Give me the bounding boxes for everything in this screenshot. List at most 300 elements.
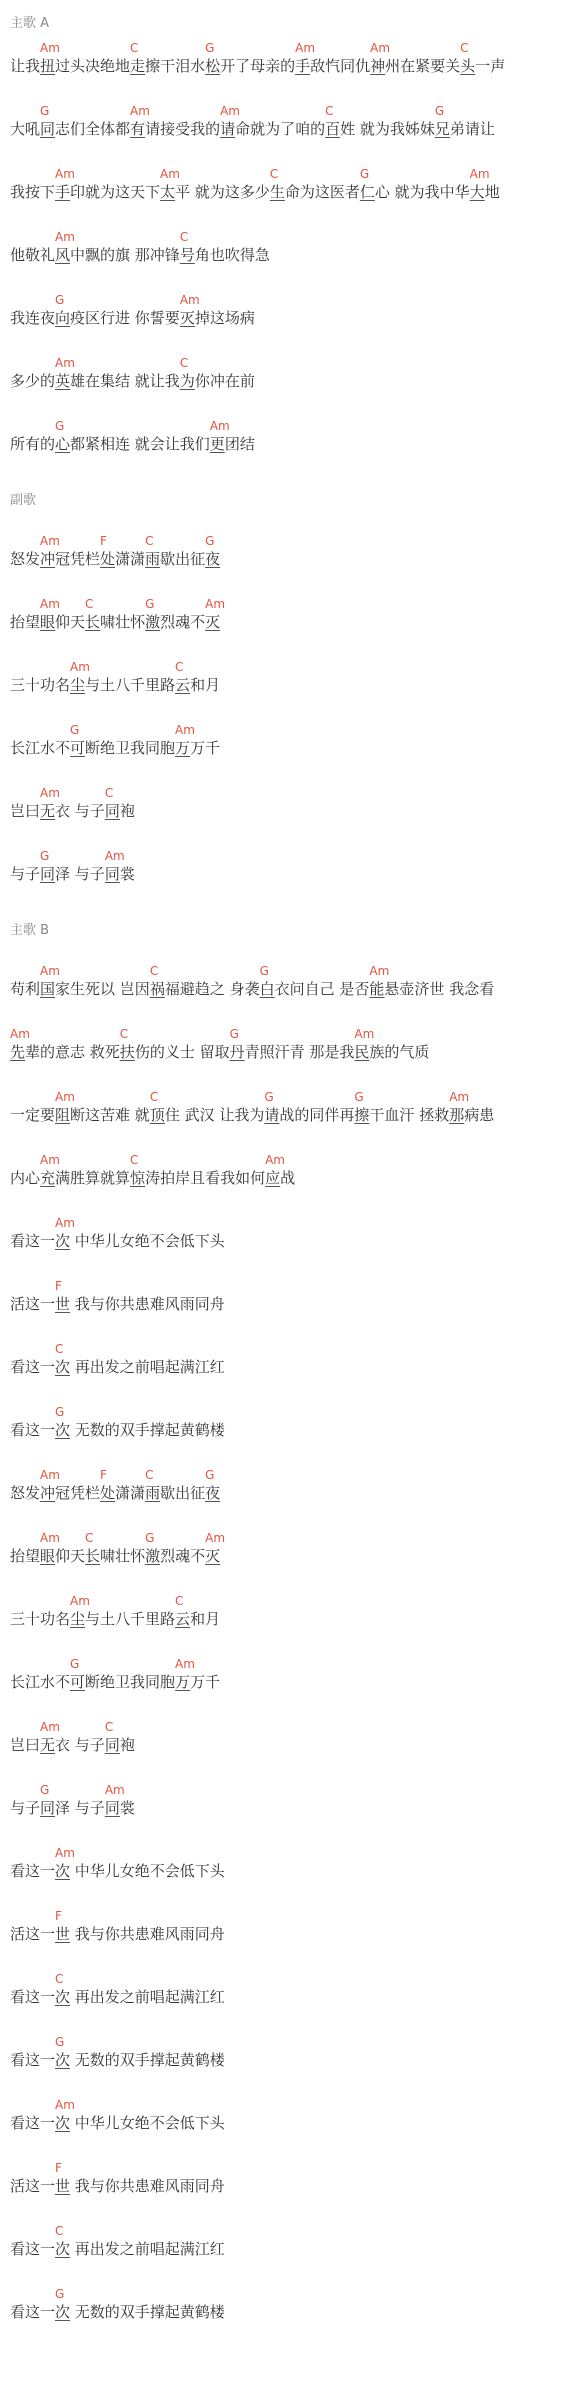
chord-label: Am [55,230,75,244]
lyric-fragment: 断这苦难 就 [70,1106,150,1124]
lyric-fragment: 岂曰 [10,802,41,820]
lyric-fragment: 同 [104,865,120,883]
lyric-segment [195,309,255,327]
lyric-segment [145,120,220,138]
lyric-segment [70,309,180,327]
lyric-fragment: 满胜算就算 [55,1169,131,1187]
lyric-segment [275,980,370,998]
lyric-segment [10,2114,55,2132]
lyric-segment [10,372,55,390]
chord-anchor-syllable [295,41,316,75]
lyric-segment [10,1736,40,1754]
lyric-fragment: 怒发 [10,1484,41,1502]
chord-anchor-syllable [40,1531,60,1565]
lyric-fragment: 我与你共患难风雨同舟 [70,2177,225,2195]
lyric-segment [85,739,175,757]
chord-anchor-syllable [175,1657,195,1691]
chord-anchor-syllable [100,534,116,568]
chord-anchor-syllable [40,1720,60,1754]
lyric-segment [195,246,270,264]
lyric-segment [10,309,55,327]
lyric-segment [245,1043,355,1061]
lyric-text [10,1972,225,2007]
lyric-fragment: 更 [209,435,225,453]
lyric-fragment: 处 [100,550,116,568]
chord-label: G [55,419,65,433]
lyric-segment [55,802,105,820]
lyric-segment [10,739,70,757]
chord-label: Am [55,356,75,370]
chord-label: Am [469,167,490,181]
chord-label: G [55,2035,65,2049]
lyric-fragment: 民 [354,1043,370,1061]
lyric-fragment: 尘 [70,676,86,694]
lyric-fragment: 能 [369,980,385,998]
lyric-fragment: 所有的 [10,435,56,453]
chord-anchor-syllable [265,1153,285,1187]
lyric-segment [100,613,145,631]
lyric-line [10,2288,580,2328]
chord-label: C [145,534,154,548]
lyric-segment [55,1547,85,1565]
lyric-fragment: 次 [55,2240,71,2258]
lyric-fragment: 泽 与子 [55,1799,105,1817]
chord-label: C [460,41,469,55]
chord-anchor-syllable [130,41,146,75]
lyric-fragment: 松 [205,57,221,75]
lyric-text [10,2035,225,2070]
chord-label: Am [209,419,230,433]
lyric-fragment: 战的同伴再 [279,1106,355,1124]
lyric-fragment: 我连夜 [10,309,56,327]
lyric-fragment: 同 [40,120,56,138]
lyric-fragment: 弟请让 [449,120,495,138]
chord-anchor-syllable [104,1783,125,1817]
chord-anchor-syllable [85,1531,101,1565]
lyric-segment [10,980,40,998]
chord-anchor-syllable [104,1720,120,1754]
lyric-segment [190,676,220,694]
lyric-text [10,2287,225,2322]
chord-anchor-syllable [40,1153,60,1187]
lyric-line [10,1343,580,1383]
lyric-line [10,1721,580,1761]
lyric-fragment: 怒发 [10,550,41,568]
lyric-segment [10,120,40,138]
lyric-fragment: 雄在集结 就让我 [70,372,180,390]
lyric-segment [70,2240,225,2258]
lyric-line [10,1595,580,1635]
chord-anchor-syllable [145,1468,161,1502]
lyric-fragment: 头 [460,57,476,75]
lyric-segment [10,1484,40,1502]
lyric-fragment: 州在紧要关 [385,57,461,75]
lyric-fragment: 干血汗 拯救 [369,1106,450,1124]
lyric-segment [10,1232,55,1250]
lyric-segment [120,865,135,883]
lyric-text [10,1657,221,1692]
chord-anchor-syllable [229,1027,245,1061]
lyric-text [10,1279,225,1314]
lyric-fragment: 与子 [10,1799,41,1817]
lyric-segment [165,1106,265,1124]
lyric-segment [10,2303,55,2321]
chord-label: C [179,356,189,370]
lyric-fragment: 袍 [119,802,135,820]
lyric-segment [55,1799,105,1817]
lyric-segment [70,183,160,201]
chord-anchor-syllable [449,1090,470,1124]
chord-anchor-syllable [55,1216,75,1250]
lyric-segment [145,1169,265,1187]
chord-anchor-syllable [460,41,476,75]
lyric-fragment: 冲 [40,550,56,568]
chord-label: Am [369,964,390,978]
lyric-fragment: 可 [70,1673,86,1691]
lyric-segment [195,372,255,390]
lyric-fragment: 袍 [119,1736,135,1754]
lyric-fragment: 请 [220,120,236,138]
lyric-text [10,1468,221,1503]
lyric-fragment: 长江水不 [10,739,71,757]
lyric-text [10,356,255,391]
lyric-fragment: 同 [104,1799,120,1817]
chord-label: Am [10,1027,30,1041]
lyric-fragment: 无数的双手撑起黄鹤楼 [70,1421,225,1439]
lyric-fragment: 断绝卫我同胞 [85,739,176,757]
chord-label: F [100,534,107,548]
lyric-fragment: 烈魂不 [160,613,206,631]
lyric-fragment: 灭 [179,309,195,327]
lyric-fragment: 世 [55,1295,71,1313]
lyric-line [10,294,580,334]
chord-anchor-syllable [325,104,341,138]
lyric-fragment: 中华儿女绝不会低下头 [70,2114,225,2132]
chord-anchor-syllable [40,1468,60,1502]
chord-anchor-syllable [70,1657,86,1691]
lyric-line [10,2036,580,2076]
lyric-fragment: 夜 [205,550,221,568]
lyric-segment [70,2177,225,2195]
section-heading: 副歌 [10,493,37,508]
lyric-segment [10,1799,40,1817]
lyric-fragment: 长江水不 [10,1673,71,1691]
lyric-line [10,1658,580,1698]
chord-anchor-syllable [469,167,490,201]
lyric-fragment: 伤的义士 留取 [134,1043,230,1061]
lyric-segment [10,2177,55,2195]
lyric-segment [25,1043,120,1061]
lyric-segment [10,435,55,453]
lyric-fragment: 激 [145,613,161,631]
lyric-fragment: 英 [55,372,71,390]
lyric-text [10,1783,135,1818]
chord-anchor-syllable [40,849,56,883]
lyric-line [10,2225,580,2265]
chord-label: Am [175,1657,195,1671]
lyric-text [10,1594,221,1629]
chord-label: G [145,1531,155,1545]
lyric-fragment: 灭 [205,613,221,631]
lyric-fragment: 三十功名 [10,1610,71,1628]
lyric-text [10,964,495,999]
chord-label: C [55,1972,64,1986]
lyric-fragment: 扭 [40,57,56,75]
chord-label: G [55,2287,65,2301]
chord-label: Am [179,293,200,307]
lyric-fragment: 三十功名 [10,676,71,694]
chord-anchor-syllable [259,964,275,998]
chord-label: G [359,167,370,181]
lyric-text [10,1090,495,1125]
chord-label: Am [40,1468,60,1482]
lyric-segment [115,1484,145,1502]
chord-label: Am [40,534,60,548]
lyric-line [10,1910,580,1950]
lyric-segment [85,676,175,694]
chord-label: C [130,41,139,55]
lyric-fragment: 活这一 [10,1925,56,1943]
chord-label: G [55,293,65,307]
lyric-fragment: 冠凭栏 [55,1484,101,1502]
chord-label: C [104,1720,114,1734]
lyric-fragment: 再出发之前唱起满江红 [70,1988,225,2006]
chord-anchor-syllable [145,1531,161,1565]
lyric-fragment: 手 [55,183,71,201]
lyric-fragment: 向 [55,309,71,327]
lyric-segment [279,1106,354,1124]
lyric-fragment: 云 [175,676,191,694]
chord-label: Am [160,167,180,181]
lyric-segment [55,980,150,998]
lyric-text [10,1909,225,1944]
lyric-segment [70,1925,225,1943]
chord-label: G [264,1090,274,1104]
chord-anchor-syllable [55,356,75,390]
chord-label: Am [40,964,60,978]
chord-anchor-syllable [369,964,390,998]
lyric-fragment: 可 [70,739,86,757]
lyric-segment [55,1736,105,1754]
lyric-text [10,1342,225,1377]
chord-anchor-syllable [269,167,285,201]
chord-anchor-syllable [55,2287,71,2321]
lyric-fragment: 充 [40,1169,56,1187]
chord-label: Am [40,41,60,55]
lyric-line [10,787,580,827]
lyric-fragment: 你冲在前 [194,372,255,390]
lyric-fragment: 万千 [190,1673,221,1691]
lyric-fragment: 歇出征 [160,1484,206,1502]
chord-label: G [434,104,445,118]
lyric-fragment: 应 [265,1169,281,1187]
lyric-fragment: 都紧相连 就会让我们 [70,435,210,453]
lyric-fragment: 扶 [119,1043,135,1061]
lyric-segment [235,120,325,138]
lyric-segment [70,1988,225,2006]
lyric-fragment: 仰天 [55,613,86,631]
lyric-fragment: 印就为这天下 [70,183,161,201]
lyric-segment [10,1295,55,1313]
chord-label: Am [55,167,75,181]
lyric-fragment: 角也吹得急 [194,246,270,264]
lyric-line [10,1847,580,1887]
lyric-fragment: 中华儿女绝不会低下头 [70,1232,225,1250]
chord-label: C [85,597,94,611]
chord-label: Am [449,1090,470,1104]
lyric-segment [160,613,205,631]
lyric-segment [100,1547,145,1565]
lyric-fragment: 先 [10,1043,26,1061]
section-heading: 主歌 A [10,16,50,31]
lyric-line [10,1217,580,1257]
chord-anchor-syllable [55,1342,71,1376]
lyric-fragment: 云 [175,1610,191,1628]
lyric-fragment: 看这一 [10,2114,56,2132]
lyric-fragment: 冠凭栏 [55,550,101,568]
chord-label: Am [70,660,90,674]
chord-anchor-syllable [55,1909,71,1943]
chord-anchor-syllable [55,2161,71,2195]
lyric-segment [464,1106,494,1124]
lyric-fragment: 大吼 [10,120,41,138]
chord-label: Am [55,2098,75,2112]
lyric-fragment: 歇出征 [160,550,206,568]
lyric-fragment: 青照汗青 那是我 [244,1043,355,1061]
chord-label: C [55,2224,64,2238]
lyric-fragment: 病患 [464,1106,495,1124]
chord-anchor-syllable [70,723,86,757]
lyric-line [10,1406,580,1446]
lyric-fragment: 战 [280,1169,296,1187]
lyric-fragment: 苟利 [10,980,41,998]
lyric-segment [160,550,205,568]
chord-anchor-syllable [370,41,391,75]
chord-anchor-syllable [40,104,56,138]
chord-anchor-syllable [40,786,60,820]
lyric-fragment: 次 [55,1232,71,1250]
lyric-fragment: 那 [449,1106,465,1124]
lyric-fragment: 风 [55,246,71,264]
lyric-fragment: 与土八千里路 [85,1610,176,1628]
lyric-line [10,965,580,1005]
lyric-fragment: 看这一 [10,1358,56,1376]
lyric-fragment: 活这一 [10,1295,56,1313]
lyric-fragment: 家生死以 岂因 [55,980,150,998]
lyric-segment [70,1106,150,1124]
lyric-segment [85,1673,175,1691]
chord-anchor-syllable [100,1468,116,1502]
lyric-segment [55,865,105,883]
lyric-fragment: 请 [264,1106,280,1124]
lyric-fragment: 疫区行进 你誓要 [70,309,180,327]
lyric-segment [384,980,494,998]
lyric-segment [10,1925,55,1943]
lyric-fragment: 生 [269,183,285,201]
lyric-segment [10,865,40,883]
chord-label: Am [55,1846,75,1860]
chord-anchor-syllable [149,964,165,998]
chord-label: Am [40,1720,60,1734]
chord-anchor-syllable [104,786,120,820]
lyric-fragment: 万 [175,739,191,757]
lyric-text [10,104,495,139]
chord-anchor-syllable [55,1279,71,1313]
lyric-fragment: 白 [259,980,275,998]
chord-label: Am [220,104,240,118]
lyric-fragment: 裳 [119,865,135,883]
lyric-fragment: 眼 [40,613,56,631]
lyric-segment [375,183,470,201]
chord-anchor-syllable [55,1846,75,1880]
lyric-segment [70,1358,225,1376]
lyric-segment [55,1484,100,1502]
chord-label: C [85,1531,94,1545]
lyric-fragment: 大 [469,183,485,201]
lyric-fragment: 悬壶济世 我念看 [384,980,495,998]
chord-anchor-syllable [55,1405,71,1439]
chord-anchor-syllable [104,849,125,883]
chord-label: Am [175,723,195,737]
lyric-text [10,1531,226,1566]
lyric-fragment: 处 [100,1484,116,1502]
chord-anchor-syllable [55,2098,75,2132]
chord-anchor-syllable [220,104,240,138]
lyric-fragment: 断绝卫我同胞 [85,1673,176,1691]
lyric-segment [70,1295,225,1313]
chord-label: F [100,1468,107,1482]
lyric-line [10,2099,580,2139]
lyric-fragment: 抬望 [10,1547,41,1565]
lyric-fragment: 平 就为这多少 [175,183,270,201]
chord-anchor-syllable [175,1594,191,1628]
chord-sheet [10,0,580,2383]
chord-label: F [55,1909,62,1923]
lyric-fragment: 裳 [119,1799,135,1817]
chord-label: C [175,1594,184,1608]
lyric-line [10,105,580,145]
chord-label: C [130,1153,139,1167]
chord-label: C [179,230,189,244]
lyric-line [10,724,580,764]
chord-label: C [149,1090,159,1104]
chord-anchor-syllable [160,167,180,201]
lyric-fragment: 次 [55,1862,71,1880]
lyric-fragment: 号 [179,246,195,264]
lyric-fragment: 和月 [190,676,221,694]
lyric-text [10,293,255,328]
lyric-fragment: 无 [40,1736,56,1754]
lyric-fragment: 无数的双手撑起黄鹤楼 [70,2051,225,2069]
lyric-segment [340,120,435,138]
chord-label: G [354,1090,364,1104]
chord-label: Am [70,1594,90,1608]
lyric-line [10,1028,580,1068]
lyric-fragment: 兄 [434,120,450,138]
lyric-segment [115,550,145,568]
chord-anchor-syllable [55,1972,71,2006]
lyric-fragment: 再出发之前唱起满江红 [70,1358,225,1376]
lyric-fragment: 丹 [229,1043,245,1061]
chord-label: Am [205,1531,226,1545]
chord-anchor-syllable [205,534,221,568]
lyric-fragment: 福避趋之 身袭 [164,980,260,998]
lyric-text [10,660,221,695]
lyric-line [10,420,580,460]
chord-label: G [55,1405,65,1419]
lyric-fragment: 无数的双手撑起黄鹤楼 [70,2303,225,2321]
chord-label: G [70,723,80,737]
